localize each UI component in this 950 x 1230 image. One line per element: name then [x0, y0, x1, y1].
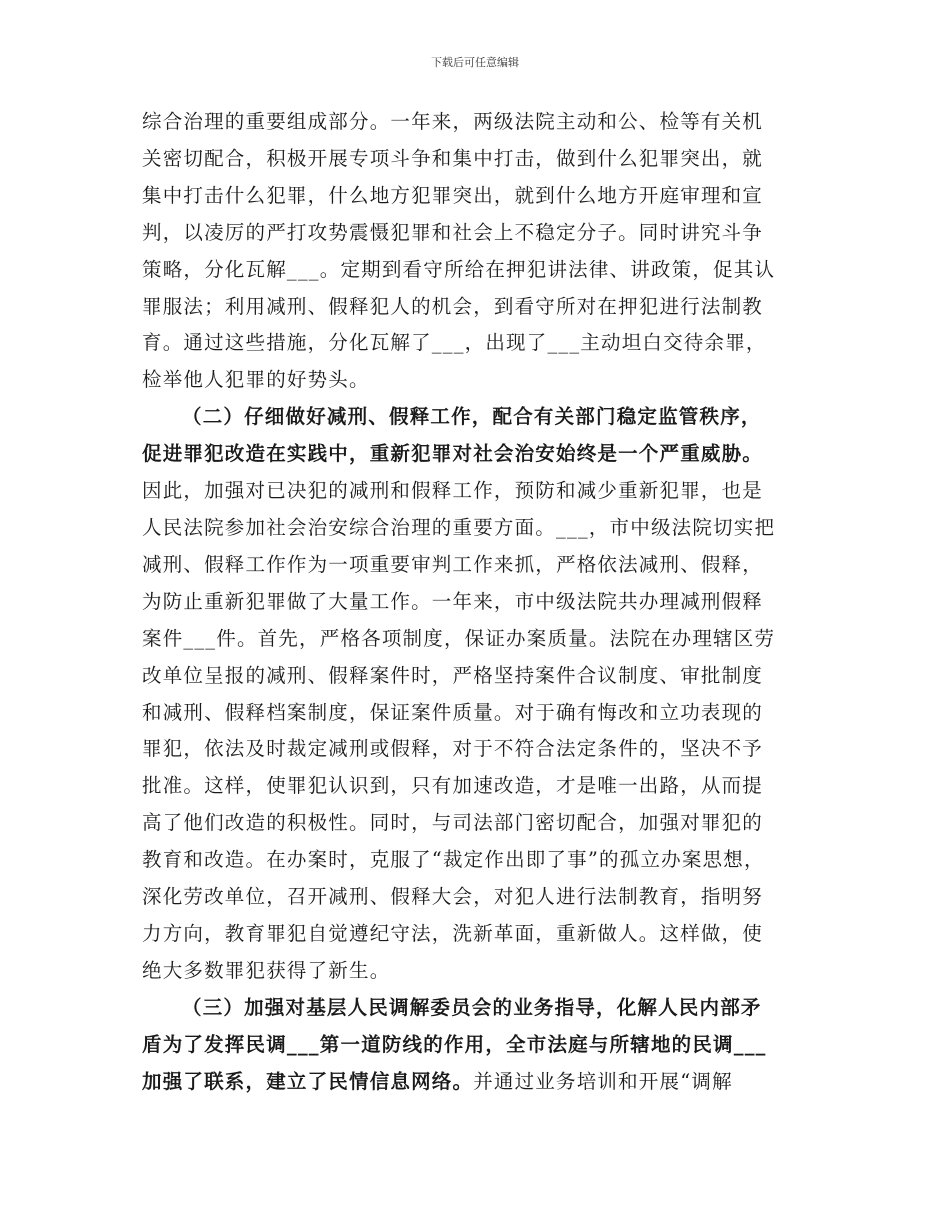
section-heading-3-cont: 盾为了发挥民调___第一道防线的作用，全市法庭与所辖地的民调___ [142, 1032, 767, 1056]
text-line: 教育和改造。在办案时，克服了“裁定作出即了事”的孤立办案思想， [142, 848, 765, 872]
text-line: 策略，分化瓦解___。定期到看守所给在押犯讲法律、讲政策，促其认 [142, 257, 776, 281]
text-line: 育。通过这些措施，分化瓦解了___，出现了___主动坦白交待余罪， [142, 331, 767, 355]
paragraph-3 [142, 990, 814, 1101]
text-line: 力方向，教育罪犯自觉遵纪守法，洗新革面，重新做人。这样做，使 [142, 921, 764, 945]
section-heading-2-cont: 促进罪犯改造在实践中，重新犯罪对社会治安始终是一个严重威胁。 [142, 442, 764, 466]
text-line: 为防止重新犯罪做了大量工作。一年来，市中级法院共办理减刑假释 [142, 589, 764, 613]
text-line: 和减刑、假释档案制度，保证案件质量。对于确有悔改和立功表现的 [142, 700, 764, 724]
text-line: 深化劳改单位，召开减刑、假释大会，对犯人进行法制教育，指明努 [142, 885, 764, 909]
text-line: 罪服法；利用减刑、假释犯人的机会，到看守所对在押犯进行法制教 [142, 294, 764, 318]
paragraph-1 [142, 104, 814, 399]
text-tail: 并通过业务培训和开展“调解 [473, 1069, 733, 1093]
document-body [142, 104, 814, 1100]
text-line: 减刑、假释工作作为一项重要审判工作来抓，严格依法减刑、假释， [142, 552, 764, 576]
text-line: 因此，加强对已决犯的减刑和假释工作，预防和减少重新犯罪，也是 [142, 479, 764, 503]
text-line: 高了他们改造的积极性。同时，与司法部门密切配合，加强对罪犯的 [142, 811, 764, 835]
text-line: 案件___件。首先，严格各项制度，保证办案质量。法院在办理辖区劳 [142, 626, 776, 650]
text-line-mixed [142, 1064, 814, 1101]
section-heading-2: （二）仔细做好减刑、假释工作，配合有关部门稳定监管秩序， [182, 405, 762, 429]
text-line: 绝大多数罪犯获得了新生。 [142, 958, 391, 982]
section-heading-3: （三）加强对基层人民调解委员会的业务指导，化解人民内部矛 [182, 995, 762, 1019]
text-line: 关密切配合，积极开展专项斗争和集中打击，做到什么犯罪突出，就 [142, 146, 764, 170]
text-line: 综合治理的重要组成部分。一年来，两级法院主动和公、检等有关机 [142, 110, 764, 133]
text-line: 罪犯，依法及时裁定减刑或假释，对于不符合法定条件的，坚决不予 [142, 737, 764, 761]
text-line: 检举他人犯罪的好势头。 [142, 368, 370, 392]
section-heading-3-end: 加强了联系，建立了民情信息网络。 [142, 1069, 474, 1093]
text-line: 人民法院参加社会治安综合治理的重要方面。___，市中级法院切实把 [142, 515, 776, 539]
text-line: 批准。这样，使罪犯认识到，只有加速改造，才是唯一出路，从而提 [142, 774, 764, 798]
text-line: 改单位呈报的减刑、假释案件时，严格坚持案件合议制度、审批制度 [142, 663, 764, 687]
paragraph-2 [142, 399, 814, 990]
text-line: 判，以凌厉的严打攻势震慑犯罪和社会上不稳定分子。同时讲究斗争 [142, 220, 764, 244]
page-header: 下载后可任意编辑 [431, 56, 519, 69]
text-line: 集中打击什么犯罪，什么地方犯罪突出，就到什么地方开庭审理和宣 [142, 183, 764, 207]
